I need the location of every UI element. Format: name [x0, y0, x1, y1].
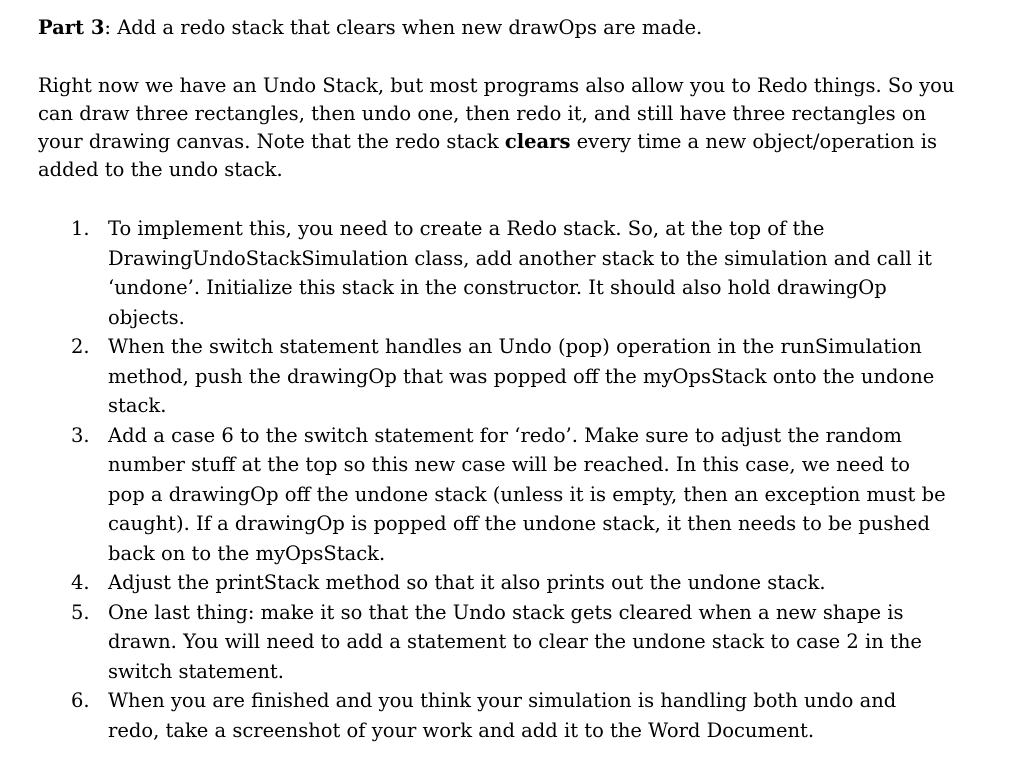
list-item	[38, 332, 948, 421]
list-item-text: When the switch statement handles an Undo (pop) operation in the runSimulation method, push the drawingOp that was popped off the myOpsStack onto the undone stack.	[108, 335, 935, 417]
list-item	[38, 598, 948, 687]
intro-text-end: every time a new object/operation is added to the undo stack.	[38, 130, 938, 181]
intro-bold-word: clears	[504, 130, 571, 153]
list-item-text: When you are finished and you think your simulation is handling both undo and redo, take a screenshot of your work and add it to the Word Document.	[108, 689, 897, 742]
list-item-text: To implement this, you need to create a Redo stack. So, at the top of the DrawingUndoStackSimulation class, add another stack to the simulation and call it ‘undone’. Initialize this stack in the constructor. It should also hold drawingOp objects.	[108, 217, 932, 329]
list-item-number: 2.	[71, 335, 90, 358]
list-item	[38, 214, 948, 332]
part-heading	[38, 14, 968, 42]
list-item-number: 5.	[71, 600, 90, 624]
list-item-text: Adjust the printStack method so that it also prints out the undone stack.	[108, 571, 826, 594]
intro-text-start: Right now we have an Undo Stack, but most programs also allow you to Redo things. So you can draw three rectangles, then undo one, then redo it, and still have three rectangles on your drawing canvas. Note that the redo stack	[38, 74, 955, 153]
list-item	[38, 421, 948, 569]
document-page	[38, 14, 968, 745]
list-item-number: 3.	[71, 423, 90, 447]
list-item	[38, 686, 948, 745]
list-item-text: Add a case 6 to the switch statement for ‘redo’. Make sure to adjust the random number stuff at the top so this new case will be reached. In this case, we need to pop a drawingOp off the undone stack (unless it is empty, then an exception must be caught). If a drawingOp is popped off the undone stack, it then needs to be pushed back on to the myOpsStack.	[108, 423, 946, 565]
instruction-list	[38, 214, 968, 745]
list-item-number: 1.	[71, 217, 90, 240]
part-title: : Add a redo stack that clears when new drawOps are made.	[104, 16, 703, 39]
list-item-number: 4.	[71, 571, 90, 594]
list-item	[38, 568, 948, 598]
list-item-text: One last thing: make it so that the Undo stack gets cleared when a new shape is drawn. You will need to add a statement to clear the undone stack to case 2 in the switch statement.	[108, 600, 922, 683]
part-label: Part 3	[38, 16, 105, 39]
list-item-number: 6.	[71, 689, 90, 712]
intro-paragraph	[38, 72, 963, 184]
